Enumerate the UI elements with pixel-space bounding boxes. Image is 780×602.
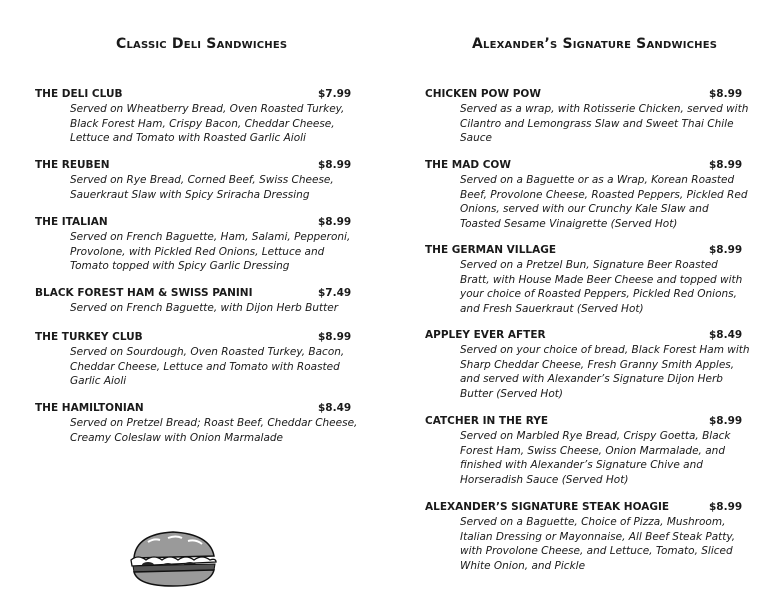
item-description: Served on a Pretzel Bun, Signature Beer Roasted Bratt, with House Made Beer Cheese and topped with your choice of Roasted Peppers, Pickled Red Onions, and Fresh Sauerkraut (Served Hot) xyxy=(460,259,743,315)
item-name: BLACK FOREST HAM & SWISS PANINI xyxy=(35,287,253,299)
section-title-classic-deli: Classic Deli Sandwiches xyxy=(116,36,288,52)
item-description: Served on Marbled Rye Bread, Crispy Goetta, Black Forest Ham, Swiss Cheese, Onion Marmalade, and finished with Alexander’s Signature Chive and Horseradish Sauce (Served Hot) xyxy=(460,430,731,486)
item-price: $8.99 xyxy=(709,501,743,513)
item-name: THE MAD COW xyxy=(425,159,511,171)
item-price: $8.99 xyxy=(709,159,743,171)
item-price: $8.99 xyxy=(318,159,352,171)
item-price: $8.99 xyxy=(709,88,743,100)
item-price: $7.49 xyxy=(318,287,352,299)
item-description: Served on Wheatberry Bread, Oven Roasted Turkey, Black Forest Ham, Crispy Bacon, Cheddar Cheese, Lettuce and Tomato with Roasted Garlic Aioli xyxy=(70,103,345,144)
item-description: Served on French Baguette, Ham, Salami, Pepperoni, Provolone, with Pickled Red Onions, Lettuce and Tomato topped with Spicy Garlic Dressing xyxy=(70,231,351,272)
item-description: Served on Sourdough, Oven Roasted Turkey, Bacon, Cheddar Cheese, Lettuce and Tomato with Roasted Garlic Aioli xyxy=(70,346,345,387)
item-description: Served on Pretzel Bread; Roast Beef, Cheddar Cheese, Creamy Coleslaw with Onion Marmalade xyxy=(70,417,358,444)
item-price: $7.99 xyxy=(318,88,352,100)
item-name: ALEXANDER’S SIGNATURE STEAK HOAGIE xyxy=(425,501,670,513)
item-name: THE HAMILTONIAN xyxy=(35,402,144,414)
item-description: Served on French Baguette, with Dijon Herb Butter xyxy=(70,302,339,314)
item-name: THE ITALIAN xyxy=(35,216,108,228)
item-name: CHICKEN POW POW xyxy=(425,88,541,100)
sandwich-icon xyxy=(128,528,218,590)
item-price: $8.99 xyxy=(318,216,352,228)
item-name: THE GERMAN VILLAGE xyxy=(425,244,557,256)
item-description: Served on a Baguette or as a Wrap, Korean Roasted Beef, Provolone Cheese, Roasted Peppers, Pickled Red Onions, served with our Crunchy Kale Slaw and Toasted Sesame Vinaigrette (Served Hot) xyxy=(460,174,748,230)
item-name: THE DELI CLUB xyxy=(35,88,123,100)
item-name: APPLEY EVER AFTER xyxy=(425,329,546,341)
section-title-signature: Alexander’s Signature Sandwiches xyxy=(472,36,718,52)
item-price: $8.99 xyxy=(318,331,352,343)
item-description: Served as a wrap, with Rotisserie Chicken, served with Cilantro and Lemongrass Slaw and Sweet Thai Chile Sauce xyxy=(460,103,749,144)
item-name: CATCHER IN THE RYE xyxy=(425,415,549,427)
item-description: Served on your choice of bread, Black Forest Ham with Sharp Cheddar Cheese, Fresh Granny Smith Apples, and served with Alexander’s Signature Dijon Herb Butter (Served Hot) xyxy=(460,344,750,400)
item-price: $8.99 xyxy=(709,244,743,256)
item-description: Served on Rye Bread, Corned Beef, Swiss Cheese, Sauerkraut Slaw with Spicy Sriracha Dressing xyxy=(70,174,334,201)
item-name: THE REUBEN xyxy=(35,159,110,171)
item-price: $8.49 xyxy=(709,329,743,341)
item-description: Served on a Baguette, Choice of Pizza, Mushroom, Italian Dressing or Mayonnaise, All Beef Steak Patty, with Provolone Cheese, and Lettuce, Tomato, Sliced White Onion, and Pickle xyxy=(460,516,736,572)
item-name: THE TURKEY CLUB xyxy=(35,331,143,343)
item-price: $8.99 xyxy=(709,415,743,427)
item-price: $8.49 xyxy=(318,402,352,414)
